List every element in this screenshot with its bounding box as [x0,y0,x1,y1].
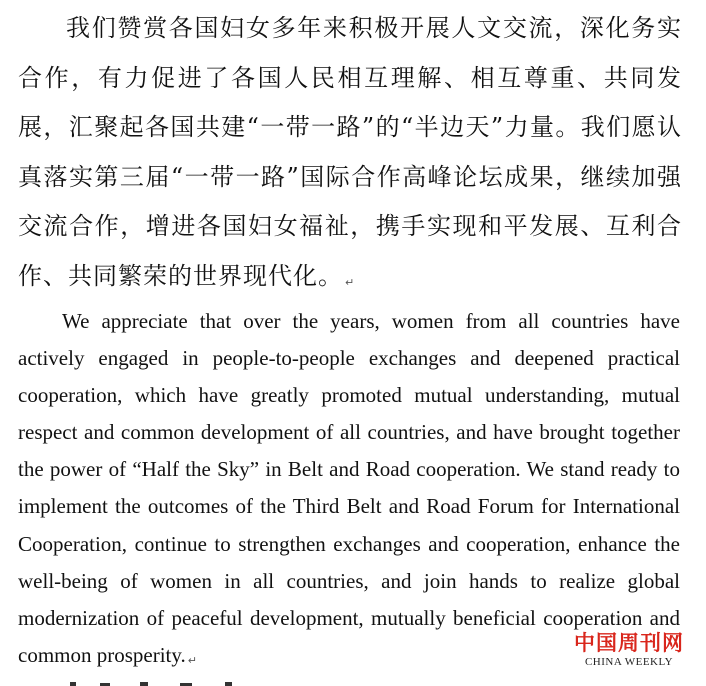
china-weekly-watermark [564,630,694,669]
paragraph-mark-icon: ↵ [345,275,356,289]
chinese-paragraph [18,4,682,307]
chinese-paragraph-text: 我们赞赏各国妇女多年来积极开展人文交流，深化务实合作，有力促进了各国人民相互理解、相互尊重、共同发展，汇聚起各国共建“一带一路”的“半边天”力量。我们愿认真落实第三届“一带一路”国际合作高峰论坛成果，继续加强交流合作，增进各国妇女福祉，携手实现和平发展、互利合作、共同繁荣的世界现代化。 [18,14,682,290]
watermark-chinese-logo: 中国周刊网 [574,630,684,655]
english-paragraph [18,303,680,679]
cropped-next-line-fragment [60,676,260,686]
english-paragraph-text: We appreciate that over the years, women from all countries have actively engaged in people-to-people exchanges and deepened practical cooperation, which have greatly promoted mutual understanding, mutual respect and common development of all countries, and have brought together the power of “Half the Sky” in Belt and Road cooperation. We stand ready to implement the outcomes of the Third Belt and Road Forum for International Cooperation, continue to strengthen exchanges and cooperation, enhance the well-being of women in all countries, and join hands to realize global modernization of peaceful development, mutually beneficial cooperation and common prosperity. [18,309,680,667]
watermark-english-logo: CHINA WEEKLY [584,656,674,668]
paragraph-mark-icon: ↵ [187,653,197,667]
